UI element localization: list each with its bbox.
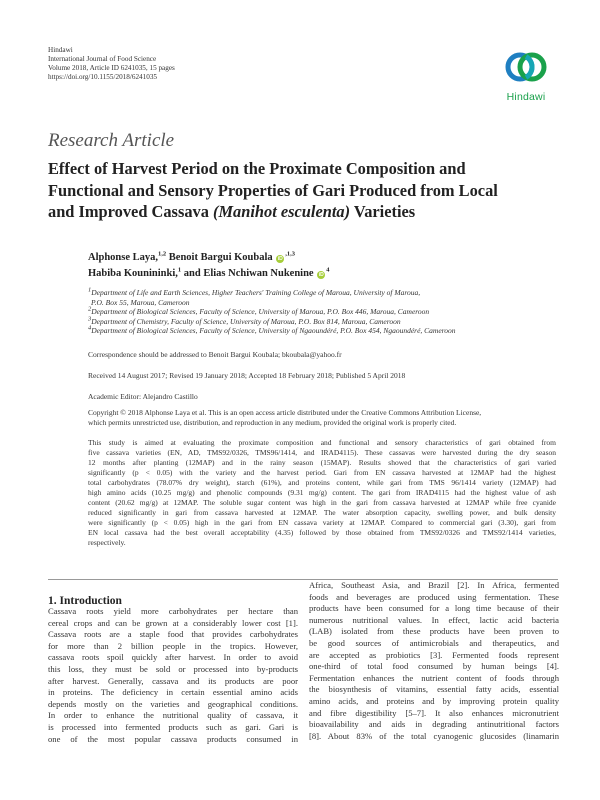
copyright-line: Copyright © 2018 Alphonse Laya et al. This is an open access article distributed under the Creative Commons Attribution License, — [88, 408, 482, 417]
author-affil-sup: 1,2 — [158, 250, 167, 258]
title-line-1: Effect of Harvest Period on the Proximate Composition and — [48, 159, 466, 178]
journal-doi[interactable]: https://doi.org/10.1155/2018/6241035 — [48, 73, 158, 81]
journal-meta — [48, 46, 175, 82]
author-affil-sup: 4 — [326, 266, 330, 274]
copyright-notice — [88, 408, 556, 428]
body-line: foods and beverages are produced using fermentation. These — [309, 591, 559, 602]
correspondence: Correspondence should be addressed to Benoit Bargui Koubala; bkoubala@yahoo.fr — [88, 350, 342, 359]
body-line: bioavailability and aids in degrading antinutritional factors — [309, 719, 559, 730]
author-line-1 — [88, 250, 548, 266]
body-line: and fibre digestibility [5–7]. It also enhances micronutrient — [309, 707, 559, 718]
journal-volume: Volume 2018, Article ID 6241035, 15 pages — [48, 64, 175, 72]
abstract-line: 12 months after planting (12MAP) and in the rainy season (15MAP). Results showed that the characteristics of gari varied — [88, 457, 556, 467]
section-heading: 1. Introduction — [48, 595, 122, 607]
title-species: (Manihot esculenta) — [213, 202, 351, 221]
abstract-line: EN local cassava had the best overall acceptability (4.35) followed by those obtained from TMS92/0326 and TMS92/1414 varieties, — [88, 527, 556, 537]
affiliation-number: 2 — [88, 305, 92, 313]
hindawi-logo-icon — [503, 44, 549, 90]
body-line: in proteins. The deficiency in certain essential amino acids — [48, 687, 298, 698]
title-line-3-text: and Improved Cassava — [48, 202, 214, 221]
body-line: products have been consumed for a long time because of their — [309, 603, 559, 614]
affiliation-item-continued — [88, 298, 558, 308]
body-column-left — [48, 606, 298, 745]
affiliation-item — [88, 288, 558, 298]
body-line: [8]. About 83% of the total cyanogenic glucosides (linamarin — [309, 730, 559, 741]
author-name[interactable]: Benoit Bargui Koubala — [166, 252, 273, 263]
title-line-3-end: Varieties — [350, 202, 416, 221]
body-line: amino acids, and proteins and by improving protein quality — [309, 695, 559, 706]
body-line: Cassava roots are a staple food that provides carbohydrates — [48, 629, 298, 640]
body-line: are accepted as probiotics [3]. Fermented foods represent — [309, 649, 559, 660]
abstract-line: respectively. — [88, 537, 126, 547]
abstract — [88, 438, 556, 547]
title-line-2: Functional and Sensory Properties of Gari Produced from Local — [48, 180, 498, 200]
affiliations — [88, 288, 558, 336]
affiliation-text: Department of Biological Sciences, Faculty of Science, University of Maroua, P.O. Box 446, Maroua, Cameroon — [91, 307, 430, 317]
author-line-2 — [88, 266, 548, 282]
author-affil-sup: 1 — [177, 266, 182, 274]
body-line: Fermentation enhances the nutrient content of foods through — [309, 672, 559, 683]
body-line: be good sources of antimicrobials and therapeutics, and — [309, 637, 559, 648]
abstract-line: total carbohydrates (78.07% dry weight), starch (61%), and proteins content, while gari from TMS 96/1414 variety (12MAP) had — [88, 477, 556, 487]
body-line: depends mostly on the varieties and geographical conditions. — [48, 698, 298, 709]
body-line: cassava roots spoil quickly after harvest. In order to avoid — [48, 652, 298, 663]
body-line: the biosynthesis of vitamins, essential fatty acids, essential — [309, 684, 559, 695]
author-name[interactable]: Alphonse Laya, — [88, 252, 159, 263]
body-line: one-third of total food consumed by human beings [4]. — [309, 661, 559, 672]
author-name[interactable]: and Elias Nchiwan Nukenine — [181, 268, 314, 279]
orcid-icon[interactable]: iD — [277, 256, 283, 262]
body-line: In order to enhance the nutritional quality of cassava, it — [48, 710, 298, 721]
affiliation-text: Department of Chemistry, Faculty of Science, University of Maroua, P.O. Box 814, Maroua, Cameroon — [91, 316, 401, 326]
hindawi-logo — [496, 44, 556, 110]
affiliation-item — [88, 326, 558, 336]
body-line: for more than 2 billion people in the tropics. However, — [48, 640, 298, 651]
publication-dates: Received 14 August 2017; Revised 19 January 2018; Accepted 18 February 2018; Published 5 April 2018 — [88, 371, 406, 380]
body-line: is processed into fermented products such as gari. Gari is — [48, 721, 298, 732]
orcid-icon[interactable]: iD — [318, 272, 324, 278]
body-line: (LAB) isolated from these products have been proven to — [309, 626, 559, 637]
abstract-line: reduced significantly in gari from cassava harvested at 12MAP. The water absorption capacity, swelling power, and bulk density — [88, 507, 556, 517]
affiliation-item — [88, 317, 558, 327]
affiliation-number: 1 — [88, 286, 92, 294]
affiliation-text: P.O. Box 55, Maroua, Cameroon — [91, 297, 190, 307]
author-list — [88, 250, 548, 282]
affiliation-text: Department of Life and Earth Sciences, Higher Teachers' Training College of Maroua, University of Maroua, — [91, 288, 421, 297]
abstract-line: high amino acids (10.25 mg/g) and phenolic compounds (9.31 mg/g) content. The gari from IRAD4115 had the highest value of ash — [88, 487, 556, 497]
journal-publisher: Hindawi — [48, 46, 73, 54]
abstract-line: five cassava varieties (EN, AD, TMS92/0326, TMS96/1414, and IRAD4115). These cassavas were harvested during the dry season — [88, 447, 556, 457]
body-line: numerous nutritional values. In effect, lactic acid bacteria — [309, 614, 559, 625]
body-line: one of the most popular cassava products consumed in — [48, 733, 298, 744]
journal-name: International Journal of Food Science — [48, 55, 157, 63]
affiliation-number: 3 — [88, 315, 92, 323]
author-affil-sup: ,1,3 — [285, 250, 296, 258]
affiliation-text: Department of Biological Sciences, Faculty of Science, University of Ngaoundéré, P.O. Box 454, Ngaoundéré, Cameroon — [91, 326, 456, 336]
body-line: after harvest. Generally, cassava and its products are poor — [48, 675, 298, 686]
hindawi-logo-text: Hindawi — [506, 91, 546, 103]
abstract-line: were significantly (p < 0.05) high in the gari from EN cassava variety at 12MAP. Compared to commercial gari (3.30), gari from — [88, 517, 556, 527]
body-line: cereal crops and can be grown at a considerably lower cost [1]. — [48, 617, 298, 628]
affiliation-item — [88, 307, 558, 317]
body-column-right — [309, 580, 559, 742]
body-line: Africa, Southeast Asia, and Brazil [2]. In Africa, fermented — [309, 580, 559, 590]
academic-editor: Academic Editor: Alejandro Castillo — [88, 392, 198, 401]
affiliation-number: 4 — [88, 324, 92, 332]
abstract-line: This study is aimed at evaluating the proximate composition and functional and sensory characteristics of gari obtained from — [88, 438, 556, 447]
article-type: Research Article — [48, 130, 175, 151]
title-line-3 — [48, 201, 558, 223]
abstract-line: significantly (p < 0.05) with the variety and the harvest period. Gari from EN cassava harvested at 12MAP had the highest — [88, 467, 556, 477]
copyright-line: which permits unrestricted use, distribution, and reproduction in any medium, provided the original work is properly cited. — [88, 417, 457, 427]
body-line: Cassava roots yield more carbohydrates per hectare than — [48, 606, 298, 616]
abstract-line: content (20.62 mg/g) at 12MAP. The soluble sugar content was high in the gari from cassava harvested at 12MAP while free cyanide — [88, 497, 556, 507]
article-title — [48, 158, 558, 223]
body-line: this loss, they must be sold or processed into by-products — [48, 663, 298, 674]
author-name[interactable]: Habiba Kounininki, — [88, 268, 178, 279]
